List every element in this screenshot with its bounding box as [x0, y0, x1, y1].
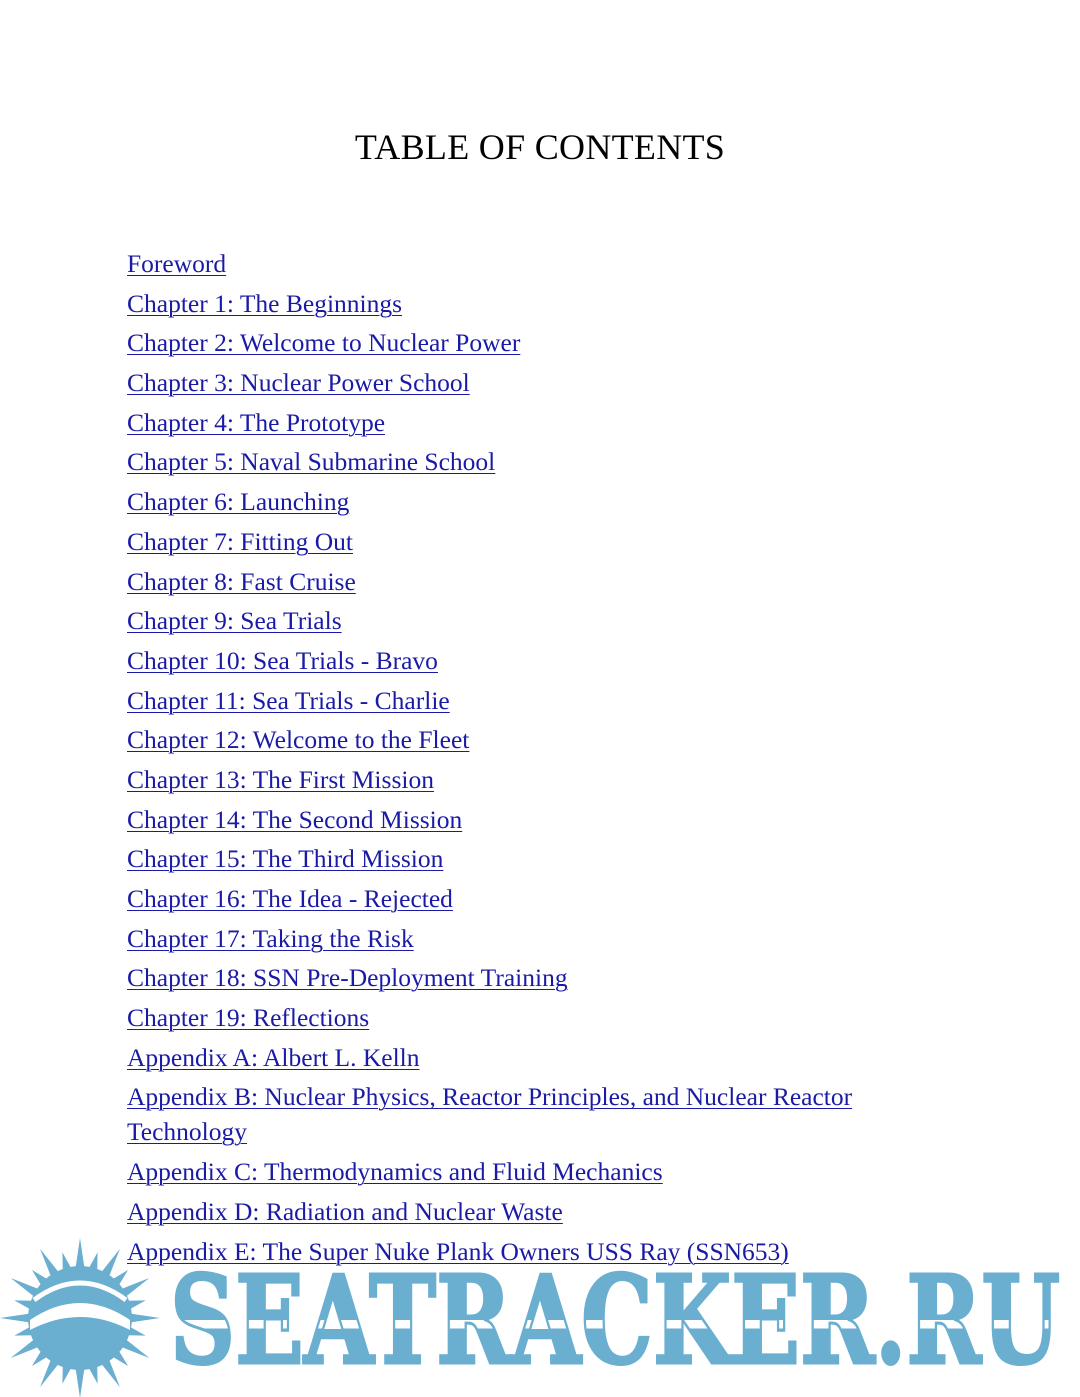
- toc-item-chapter-7: [127, 524, 907, 564]
- toc-item-chapter-4: [127, 405, 907, 445]
- toc-item-chapter-1: [127, 286, 907, 326]
- table-of-contents: [127, 246, 907, 1274]
- toc-item-chapter-15: [127, 841, 907, 881]
- toc-link[interactable]: Chapter 13: The First Mission: [127, 764, 434, 794]
- sun-icon: [0, 1238, 160, 1397]
- sun-ray: [0, 1314, 30, 1323]
- toc-item-chapter-11: [127, 683, 907, 723]
- toc-link[interactable]: Chapter 3: Nuclear Power School: [127, 368, 470, 398]
- toc-link[interactable]: Chapter 10: Sea Trials - Bravo: [127, 645, 438, 675]
- toc-item-chapter-10: [127, 643, 907, 683]
- toc-link[interactable]: Appendix D: Radiation and Nuclear Waste: [127, 1197, 563, 1227]
- watermark: [0, 1238, 1080, 1397]
- toc-item-chapter-6: [127, 484, 907, 524]
- toc-link[interactable]: Chapter 12: Welcome to the Fleet: [127, 725, 470, 755]
- toc-link[interactable]: Foreword: [127, 249, 227, 278]
- toc-item-chapter-16: [127, 881, 907, 921]
- toc-item-appendix-b: [127, 1079, 907, 1154]
- toc-link[interactable]: Chapter 14: The Second Mission: [127, 804, 463, 834]
- toc-link[interactable]: Chapter 9: Sea Trials: [127, 606, 342, 636]
- toc-link[interactable]: Chapter 5: Naval Submarine School: [127, 447, 496, 477]
- sun-ray: [76, 1368, 85, 1397]
- toc-item-chapter-12: [127, 722, 907, 762]
- sun-ray: [130, 1314, 160, 1323]
- toc-link[interactable]: Appendix E: The Super Nuke Plank Owners USS Ray (SSN653): [127, 1236, 789, 1266]
- toc-link[interactable]: Chapter 4: The Prototype: [127, 407, 386, 437]
- toc-link[interactable]: Appendix B: Nuclear Physics, Reactor Principles, and Nuclear Reactor Technology: [127, 1082, 853, 1147]
- toc-link[interactable]: Chapter 15: The Third Mission: [127, 844, 444, 874]
- toc-item-chapter-14: [127, 802, 907, 842]
- toc-item-chapter-2: [127, 325, 907, 365]
- toc-link[interactable]: Chapter 11: Sea Trials - Charlie: [127, 685, 450, 715]
- watermark-text: SEATRACKER.RU: [170, 1248, 1060, 1392]
- toc-link[interactable]: Chapter 7: Fitting Out: [127, 526, 353, 556]
- toc-item-chapter-5: [127, 444, 907, 484]
- toc-item-chapter-3: [127, 365, 907, 405]
- toc-link[interactable]: Chapter 16: The Idea - Rejected: [127, 884, 453, 913]
- toc-item-chapter-18: [127, 960, 907, 1000]
- toc-item-chapter-13: [127, 762, 907, 802]
- toc-item-chapter-9: [127, 603, 907, 643]
- toc-link[interactable]: Appendix A: Albert L. Kelln: [127, 1042, 420, 1072]
- toc-item-foreword: [127, 246, 907, 286]
- toc-link[interactable]: Chapter 6: Launching: [127, 487, 350, 517]
- toc-item-chapter-8: [127, 564, 907, 604]
- toc-link[interactable]: Chapter 2: Welcome to Nuclear Power: [127, 328, 521, 358]
- toc-link[interactable]: Chapter 18: SSN Pre-Deployment Training: [127, 963, 568, 993]
- toc-link[interactable]: Chapter 17: Taking the Risk: [127, 923, 414, 953]
- toc-item-appendix-c: [127, 1154, 907, 1194]
- sun-ray: [76, 1238, 85, 1268]
- toc-item-appendix-a: [127, 1040, 907, 1080]
- toc-link[interactable]: Chapter 19: Reflections: [127, 1003, 370, 1033]
- page-title: TABLE OF CONTENTS: [354, 127, 726, 167]
- toc-link[interactable]: Chapter 8: Fast Cruise: [127, 566, 356, 596]
- toc-item-chapter-19: [127, 1000, 907, 1040]
- toc-item-chapter-17: [127, 921, 907, 961]
- toc-link[interactable]: Chapter 1: The Beginnings: [127, 288, 403, 318]
- toc-link[interactable]: Appendix C: Thermodynamics and Fluid Mechanics: [127, 1157, 663, 1187]
- toc-item-appendix-d: [127, 1194, 907, 1234]
